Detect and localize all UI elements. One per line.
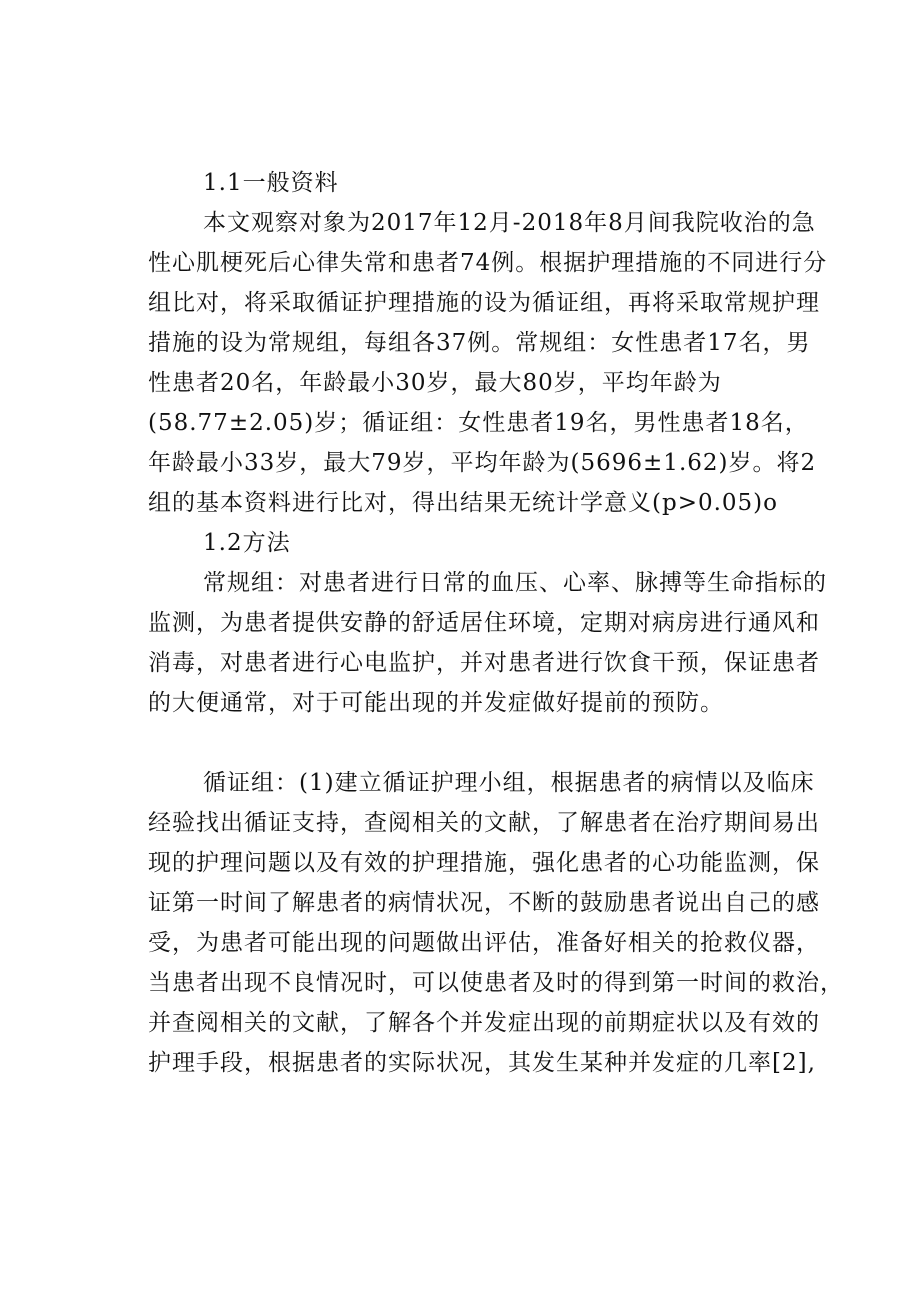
paragraph-line: 受，为患者可能出现的问题做出评估，准备好相关的抢救仪器， — [148, 930, 820, 956]
section-heading-methods: 1.2方法 — [203, 530, 291, 556]
paragraph-line: 并查阅相关的文献，了解各个并发症出现的前期症状以及有效的 — [148, 1010, 820, 1036]
paragraph-line: 组比对，将采取循证护理措施的设为循证组，再将采取常规护理 — [148, 290, 820, 316]
paragraph-line: 监测，为患者提供安静的舒适居住环境，定期对病房进行通风和 — [148, 610, 820, 636]
paragraph-line: 经验找出循证支持，查阅相关的文献，了解患者在治疗期间易出 — [148, 810, 820, 836]
paragraph-line: 组的基本资料进行比对，得出结果无统计学意义(p>0.05)o — [148, 490, 778, 516]
paragraph-line: 措施的设为常规组，每组各37例。常规组：女性患者17名，男 — [148, 330, 811, 356]
paragraph-line: 性患者20名，年龄最小30岁，最大80岁，平均年龄为 — [148, 370, 722, 396]
paragraph-line: 本文观察对象为2017年12月-2018年8月间我院收治的急 — [203, 210, 816, 236]
section-heading-general-data: 1.1一般资料 — [203, 170, 339, 196]
paragraph-line: 性心肌梗死后心律失常和患者74例。根据护理措施的不同进行分 — [148, 250, 828, 276]
paragraph-line: (58.77±2.05)岁；循证组：女性患者19名，男性患者18名， — [148, 410, 809, 436]
paragraph-line: 证第一时间了解患者的病情状况，不断的鼓励患者说出自己的感 — [148, 890, 820, 916]
paragraph-line: 年龄最小33岁，最大79岁，平均年龄为(5696±1.62)岁。将2 — [148, 450, 817, 476]
paragraph-line: 常规组：对患者进行日常的血压、心率、脉搏等生命指标的 — [203, 570, 827, 596]
paragraph-line: 循证组：(1)建立循证护理小组，根据患者的病情以及临床 — [203, 770, 815, 796]
paragraph-line: 当患者出现不良情况时，可以使患者及时的得到第一时间的救治， — [148, 970, 844, 996]
paragraph-line: 护理手段，根据患者的实际状况，其发生某种并发症的几率[2], — [148, 1050, 816, 1076]
paragraph-line: 消毒，对患者进行心电监护，并对患者进行饮食干预，保证患者 — [148, 650, 820, 676]
paragraph-line: 的大便通常，对于可能出现的并发症做好提前的预防。 — [148, 690, 724, 716]
paragraph-line: 现的护理问题以及有效的护理措施，强化患者的心功能监测，保 — [148, 850, 820, 876]
